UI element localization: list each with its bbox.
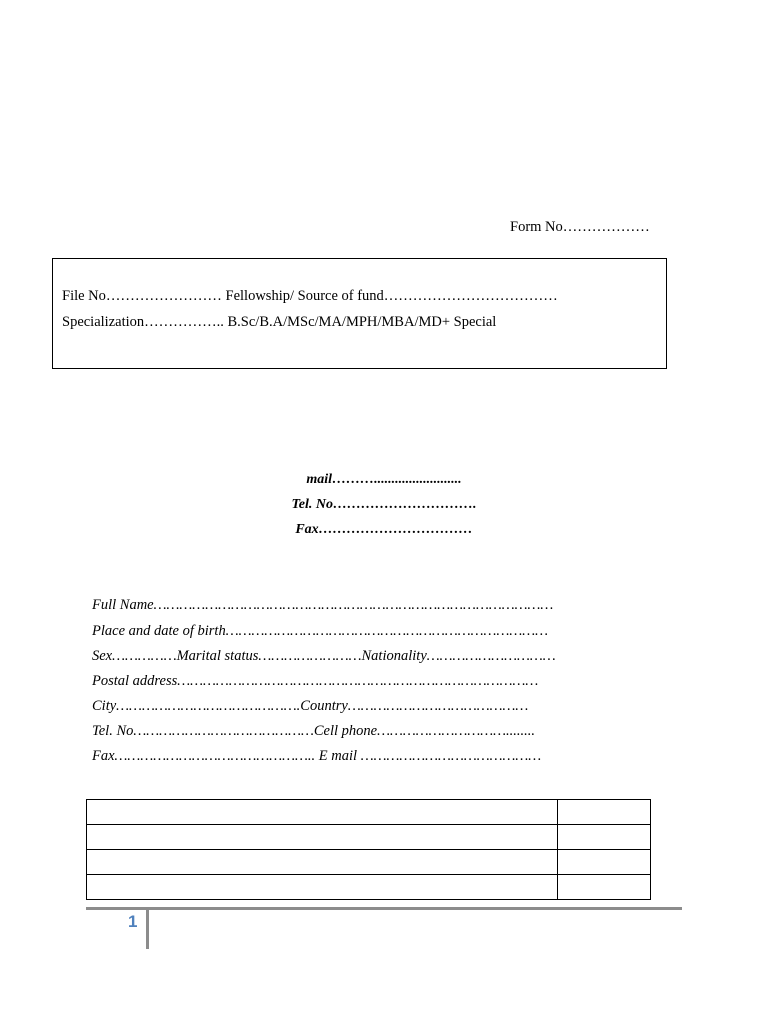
tel-cell-field: Tel. No……………………………………Cell phone…………………………........ — [92, 723, 536, 739]
postal-address-field: Postal address………………………………………………………………………… — [92, 673, 539, 689]
table-row — [87, 875, 651, 900]
contact-fax: Fax…………………………… — [295, 522, 473, 537]
table-cell — [558, 875, 651, 900]
specialization-line: Specialization…………….. B.Sc/B.A/MSc/MA/MPH/MBA/MD+ Special — [62, 314, 497, 330]
fax-email-field: Fax……………………………………….. E mail …………………………………… — [92, 748, 542, 764]
place-dob-field: Place and date of birth………………………………………………………………… — [92, 623, 549, 639]
table-cell — [558, 850, 651, 875]
table-row — [87, 825, 651, 850]
table-cell — [87, 875, 558, 900]
contact-mail: mail………......................... — [306, 472, 462, 487]
table-cell — [558, 825, 651, 850]
blank-table — [86, 799, 651, 900]
footer-divider — [86, 907, 682, 910]
table-cell — [87, 850, 558, 875]
table-cell — [87, 800, 558, 825]
table-row — [87, 800, 651, 825]
city-country-field: City…………………………………….Country…………………………………… — [92, 698, 529, 714]
table-row — [87, 850, 651, 875]
full-name-field: Full Name………………………………………………………………………………… — [92, 597, 554, 613]
office-use-box — [52, 258, 667, 369]
page-number: 1 — [128, 912, 138, 931]
form-number-field: Form No……………… — [510, 219, 650, 235]
sex-marital-nationality-field: Sex……………Marital status……………………Nationality………………………… — [92, 648, 556, 664]
file-no-fellowship-line: File No…………………… Fellowship/ Source of fund……………………………… — [62, 288, 558, 304]
table-cell — [87, 825, 558, 850]
table-cell — [558, 800, 651, 825]
contact-tel: Tel. No…………………………. — [291, 497, 477, 512]
footer-vertical-divider — [146, 910, 149, 949]
